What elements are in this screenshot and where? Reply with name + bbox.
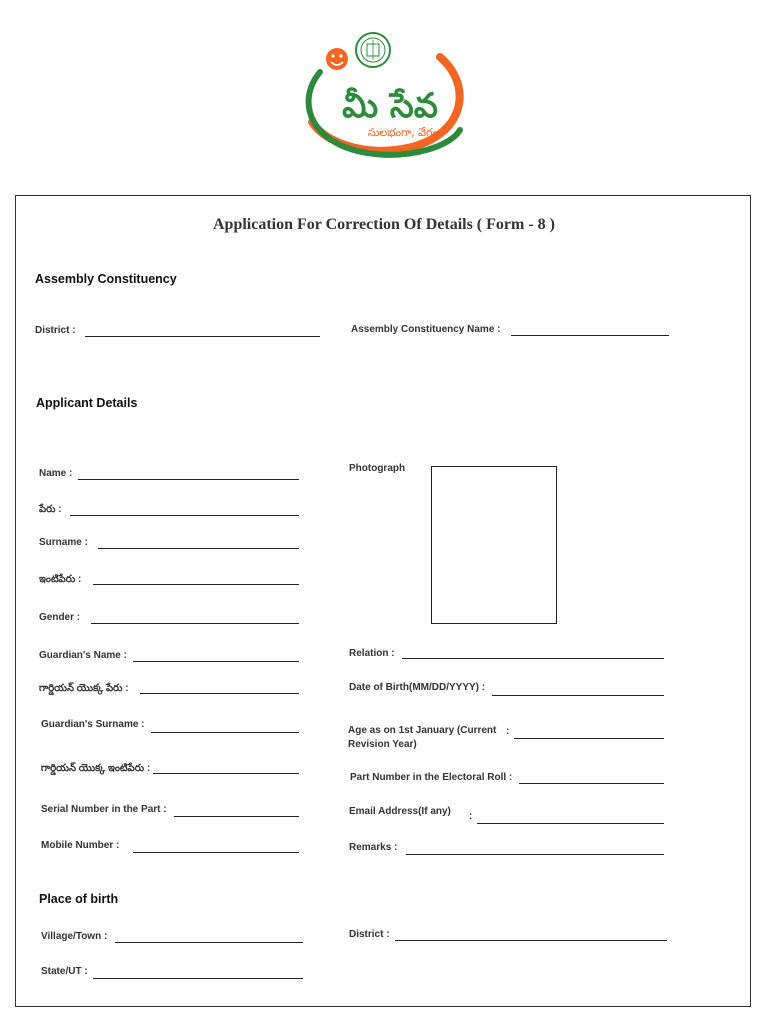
- dob-field[interactable]: [492, 695, 664, 696]
- relation-label: Relation :: [349, 648, 395, 659]
- guardian-peru-field[interactable]: [140, 693, 299, 694]
- state-ut-field[interactable]: [93, 978, 303, 979]
- age-label-line1: Age as on 1st January (Current: [348, 725, 497, 736]
- remarks-label: Remarks :: [349, 842, 398, 853]
- gender-field[interactable]: [91, 623, 299, 624]
- village-town-field[interactable]: [115, 942, 303, 943]
- mee-seva-logo-graphic: [290, 22, 480, 167]
- state-ut-label: State/UT :: [41, 966, 88, 977]
- guardians-name-field[interactable]: [133, 661, 299, 662]
- age-colon: :: [506, 726, 510, 737]
- gender-label: Gender :: [39, 612, 81, 623]
- state-emblem-icon: [356, 33, 390, 67]
- assembly-constituency-name-field[interactable]: [511, 335, 669, 336]
- remarks-field[interactable]: [406, 854, 664, 855]
- birth-district-field[interactable]: [395, 940, 667, 941]
- part-number-field[interactable]: [519, 783, 664, 784]
- section-assembly-constituency: Assembly Constituency: [35, 272, 177, 286]
- part-number-label: Part Number in the Electoral Roll :: [350, 772, 513, 783]
- email-field[interactable]: [477, 823, 664, 824]
- mee-seva-logo: [290, 22, 480, 167]
- dob-label: Date of Birth(MM/DD/YYYY) :: [349, 682, 486, 693]
- email-label: Email Address(If any): [349, 806, 451, 817]
- relation-field[interactable]: [402, 658, 664, 659]
- age-label-line2: Revision Year): [348, 739, 417, 750]
- name-label: Name :: [39, 468, 73, 479]
- mobile-number-field[interactable]: [133, 852, 299, 853]
- serial-number-field[interactable]: [174, 816, 299, 817]
- email-colon: :: [469, 811, 473, 822]
- serial-number-label: Serial Number in the Part :: [41, 804, 167, 815]
- section-applicant-details: Applicant Details: [36, 396, 138, 410]
- surname-label: Surname :: [39, 537, 88, 548]
- guardians-name-label: Guardian's Name :: [39, 650, 127, 661]
- logo-telugu-name: మీ సేవ: [342, 86, 438, 126]
- photograph-box[interactable]: [431, 466, 557, 624]
- village-town-label: Village/Town :: [41, 931, 108, 942]
- guardians-surname-field[interactable]: [151, 732, 299, 733]
- guardian-intiperu-field[interactable]: [153, 773, 299, 774]
- district-field[interactable]: [85, 336, 320, 337]
- section-place-of-birth: Place of birth: [39, 892, 119, 906]
- smiley-icon: [326, 48, 348, 70]
- logo-tagline: సులభంగా, వేగంగా: [367, 126, 449, 139]
- birth-district-label: District :: [349, 929, 390, 940]
- intiperu-field[interactable]: [93, 584, 299, 585]
- age-field[interactable]: [514, 738, 664, 739]
- guardian-peru-label: గార్డియన్ యొక్క పేరు :: [39, 683, 129, 694]
- intiperu-label: ఇంటిపేరు :: [39, 574, 82, 585]
- form-title: Application For Correction Of Details ( Form - 8 ): [212, 216, 555, 233]
- mobile-number-label: Mobile Number :: [41, 840, 120, 851]
- form-8-container: [15, 195, 751, 1007]
- assembly-constituency-name-label: Assembly Constituency Name :: [351, 324, 501, 335]
- photograph-label: Photograph: [349, 463, 406, 474]
- guardians-surname-label: Guardian's Surname :: [41, 719, 145, 730]
- name-field[interactable]: [78, 479, 299, 480]
- surname-field[interactable]: [98, 548, 299, 549]
- guardian-intiperu-label: గార్డియన్ యొక్క ఇంటిపేరు :: [41, 763, 151, 774]
- peru-field[interactable]: [70, 515, 299, 516]
- peru-label: పేరు :: [39, 504, 62, 515]
- district-label: District :: [35, 325, 76, 336]
